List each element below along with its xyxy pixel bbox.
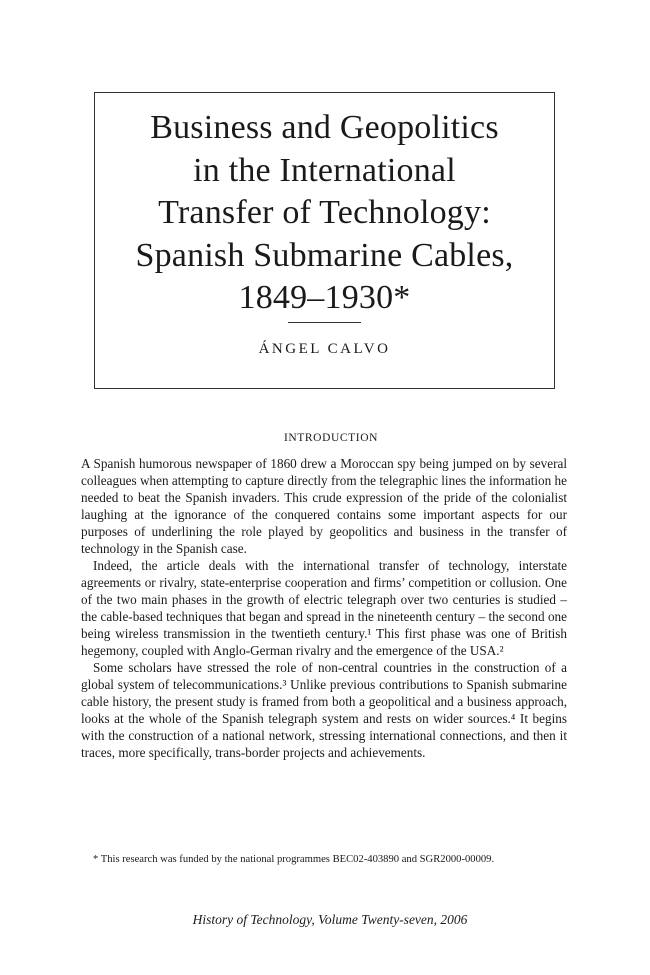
section-heading: INTRODUCTION [283, 432, 379, 444]
body-text [81, 455, 567, 761]
article-title [95, 107, 554, 320]
title-line: 1849–1930* [238, 279, 411, 316]
title-line: Transfer of Technology: [158, 194, 491, 231]
paragraph: Some scholars have stressed the role of non-central countries in the construction of a global system of telecommunications.³ Unlike previous contributions to Spanish submarine cable history, the present study is framed from both a geopolitical and a business approach, looks at the whole of the Spanish telegraph system and rests on wider sources.⁴ It begins with the construction of a national network, stressing international connections, and then it traces, more specifically, trans-border projects and achievements. [81, 660, 567, 760]
footnote: * This research was funded by the national programmes BEC02-403890 and SGR2000-00009. [93, 854, 495, 865]
paragraph: Indeed, the article deals with the international transfer of technology, interstate agreements or rivalry, state-enterprise cooperation and firms’ competition or collusion. One of the two main phases in the growth of electric telegraph over two centuries is studied – the cable-based techniques that began and spread in the nineteenth century – the second one being wireless transmission in the twentieth century.¹ This first phase was one of British hegemony, coupled with Anglo-German rivalry and the emergence of the USA.² [81, 558, 567, 658]
author-name: ÁNGEL CALVO [258, 341, 391, 357]
title-divider [288, 322, 361, 323]
running-footer: History of Technology, Volume Twenty-seven, 2006 [192, 912, 468, 927]
title-line: in the International [193, 151, 456, 189]
title-line: Business and Geopolitics [150, 109, 499, 146]
paragraph: A Spanish humorous newspaper of 1860 drew a Moroccan spy being jumped on by several colleagues when attempting to capture directly from the telegraphic lines the information he needed to beat the Spanish invaders. This crude expression of the pride of the colonialist laughing at the ignorance of the conquered contains some important aspects for our purposes of underlining the role played by geopolitics and business in the transfer of technology in the Spanish case. [81, 456, 567, 556]
title-line: Spanish Submarine Cables, [135, 236, 514, 274]
